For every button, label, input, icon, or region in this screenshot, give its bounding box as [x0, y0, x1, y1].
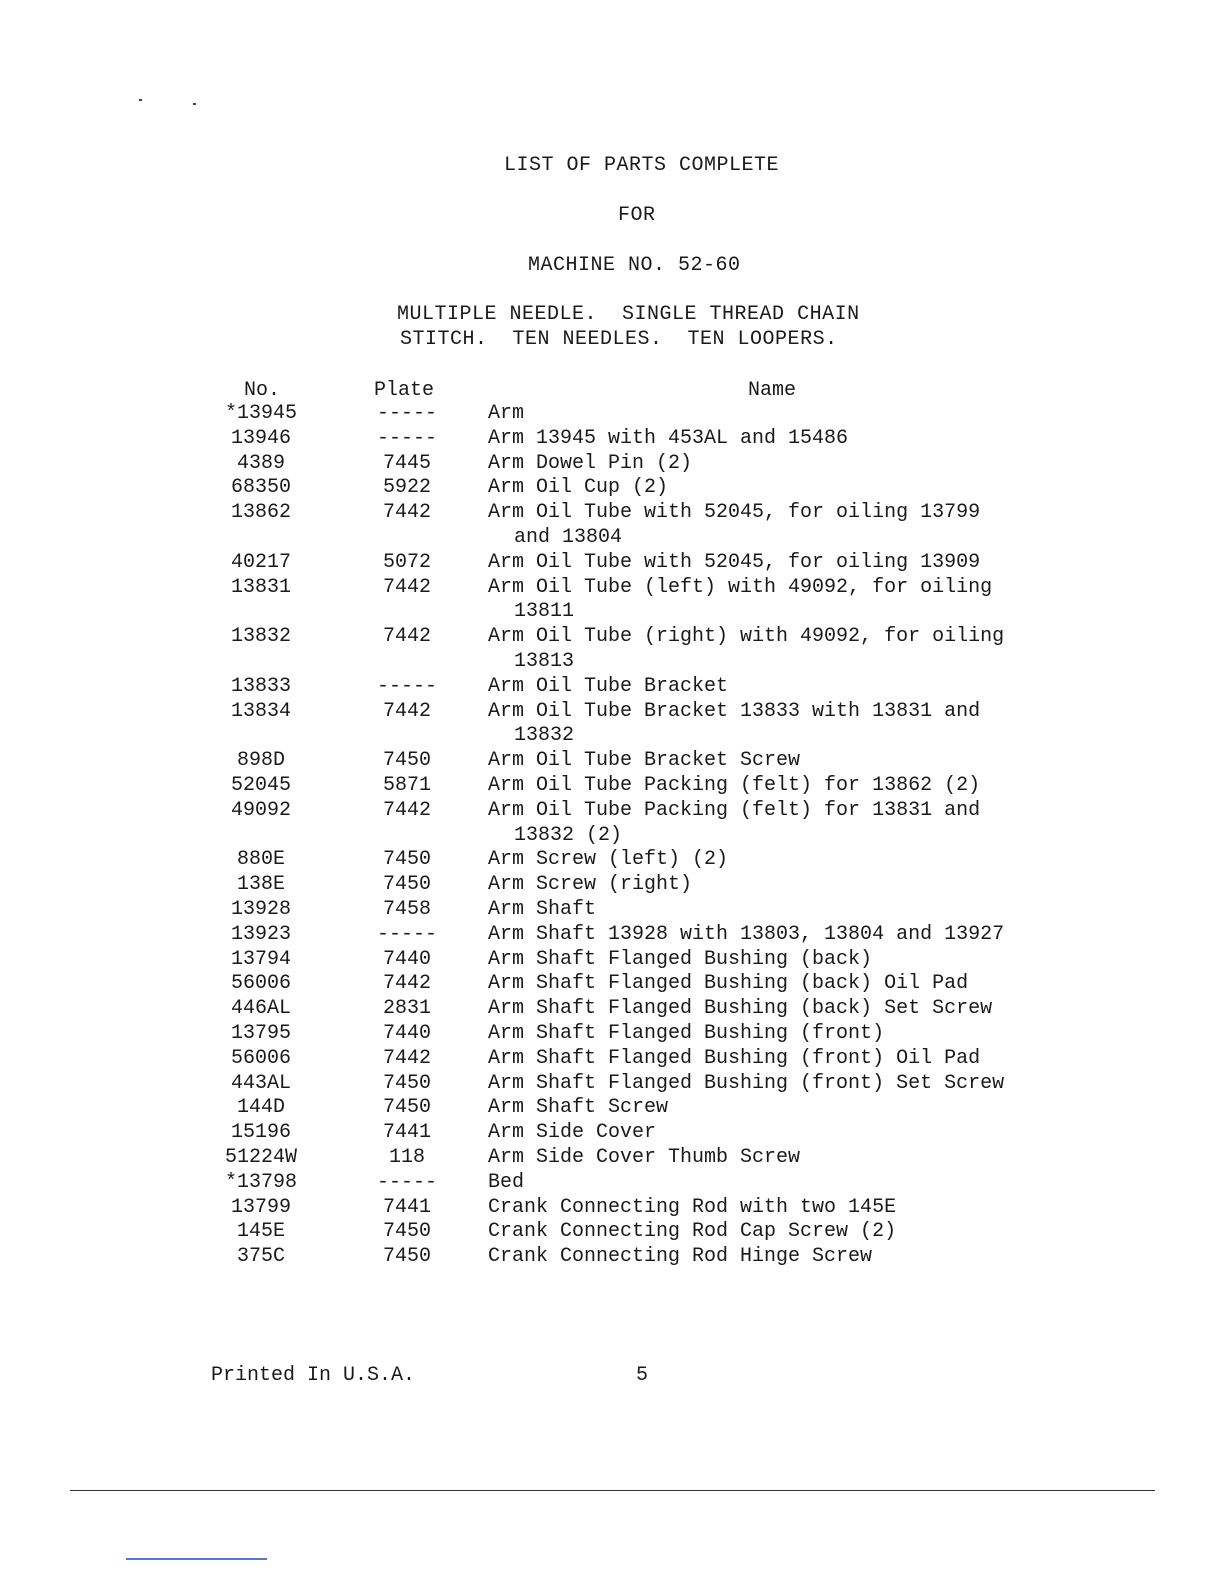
- part-number: 13834: [230, 699, 291, 723]
- table-row: [0, 898, 1224, 923]
- part-name: Bed: [488, 1170, 525, 1194]
- table-row: [0, 700, 1224, 750]
- part-number: 49092: [230, 798, 291, 822]
- part-number: 880E: [236, 848, 285, 872]
- plate-number: 7442: [382, 501, 431, 525]
- part-name: Arm Shaft 13928 with 13803, 13804 and 13927: [488, 922, 1005, 946]
- part-name-continuation: and 13804: [514, 525, 623, 549]
- part-name-continuation: 13832 (2): [514, 823, 623, 847]
- plate-number: 5871: [382, 773, 431, 797]
- part-name-cell: [488, 1196, 1068, 1221]
- part-name: Arm Oil Tube (right) with 49092, for oiling: [488, 625, 1005, 649]
- machine-description-line1: MULTIPLE NEEDLE. SINGLE THREAD CHAIN: [397, 303, 860, 326]
- scan-speck: [193, 103, 196, 105]
- bottom-rule: [70, 1490, 1155, 1491]
- plate-number: 2831: [382, 997, 431, 1021]
- part-name-continuation: 13832: [514, 724, 575, 748]
- table-row: [0, 576, 1224, 626]
- part-name: Arm Oil Tube Bracket 13833 with 13831 and: [488, 699, 981, 723]
- part-name-cell: [488, 452, 1068, 477]
- part-name-continuation: 13811: [514, 600, 575, 624]
- blue-rule: [126, 1558, 267, 1560]
- parts-table: [0, 402, 1224, 1270]
- part-name-cell: [488, 923, 1068, 948]
- plate-number: 7442: [382, 798, 431, 822]
- part-number: 145E: [236, 1220, 285, 1244]
- part-name-cell: [488, 402, 1068, 427]
- plate-number: 7450: [382, 1245, 431, 1269]
- part-name-cell: [488, 476, 1068, 501]
- table-row: [0, 452, 1224, 477]
- plate-number: 7442: [382, 972, 431, 996]
- part-name-cell: [488, 1072, 1068, 1097]
- part-name-cell: [488, 774, 1068, 799]
- part-name: Arm Oil Cup (2): [488, 476, 669, 500]
- part-name: Arm Oil Tube Bracket: [488, 674, 729, 698]
- part-number: 13833: [230, 674, 291, 698]
- table-row: [0, 923, 1224, 948]
- plate-number: -----: [376, 426, 437, 450]
- table-row: [0, 675, 1224, 700]
- machine-number: MACHINE NO. 52-60: [528, 254, 741, 277]
- plate-number: 7440: [382, 1021, 431, 1045]
- table-row: [0, 1146, 1224, 1171]
- part-name-cell: [488, 997, 1068, 1022]
- plate-number: 7442: [382, 699, 431, 723]
- part-name: Arm Oil Tube Bracket Screw: [488, 749, 801, 773]
- part-name-cell: [488, 749, 1068, 774]
- part-number: 13795: [230, 1021, 291, 1045]
- part-number: 68350: [230, 476, 291, 500]
- part-name-continuation: 13813: [514, 649, 575, 673]
- part-number: 13923: [230, 922, 291, 946]
- part-name: Arm Dowel Pin (2): [488, 451, 693, 475]
- part-name: Crank Connecting Rod Cap Screw (2): [488, 1220, 897, 1244]
- part-name: Arm Screw (right): [488, 873, 693, 897]
- plate-number: 118: [388, 1145, 425, 1169]
- part-name: Arm Shaft Flanged Bushing (back): [488, 947, 873, 971]
- part-number: *13798: [224, 1170, 297, 1194]
- part-number: 13799: [230, 1195, 291, 1219]
- column-header-no: No.: [244, 379, 281, 402]
- table-row: [0, 873, 1224, 898]
- part-number: 15196: [230, 1121, 291, 1145]
- part-name-cell: [488, 1146, 1068, 1171]
- part-name-cell: [488, 700, 1068, 750]
- part-name: Arm 13945 with 453AL and 15486: [488, 426, 849, 450]
- plate-number: -----: [376, 674, 437, 698]
- title-for: FOR: [618, 204, 656, 227]
- table-row: [0, 1121, 1224, 1146]
- part-number: 13928: [230, 897, 291, 921]
- part-name-cell: [488, 972, 1068, 997]
- plate-number: -----: [376, 922, 437, 946]
- part-name: Arm Shaft Flanged Bushing (front): [488, 1021, 885, 1045]
- table-row: [0, 402, 1224, 427]
- plate-number: -----: [376, 1170, 437, 1194]
- table-row: [0, 848, 1224, 873]
- table-row: [0, 1072, 1224, 1097]
- part-name-cell: [488, 898, 1068, 923]
- part-name-cell: [488, 1220, 1068, 1245]
- table-row: [0, 948, 1224, 973]
- part-name: Arm Oil Tube Packing (felt) for 13862 (2): [488, 773, 981, 797]
- part-number: 898D: [236, 749, 285, 773]
- part-number: 51224W: [224, 1145, 297, 1169]
- part-name: Arm Oil Tube with 52045, for oiling 13799: [488, 501, 981, 525]
- part-name: Crank Connecting Rod Hinge Screw: [488, 1245, 873, 1269]
- part-number: 13946: [230, 426, 291, 450]
- part-name: Arm Shaft Flanged Bushing (back) Oil Pad: [488, 972, 969, 996]
- part-name-cell: [488, 1022, 1068, 1047]
- table-row: [0, 427, 1224, 452]
- page-title: LIST OF PARTS COMPLETE: [504, 154, 780, 177]
- table-row: [0, 972, 1224, 997]
- plate-number: 7450: [382, 1220, 431, 1244]
- plate-number: 7450: [382, 1071, 431, 1095]
- part-name-cell: [488, 1121, 1068, 1146]
- part-number: 56006: [230, 972, 291, 996]
- plate-number: 7441: [382, 1195, 431, 1219]
- part-name-cell: [488, 948, 1068, 973]
- part-number: 40217: [230, 550, 291, 574]
- part-name: Arm Oil Tube with 52045, for oiling 13909: [488, 550, 981, 574]
- part-number: 443AL: [230, 1071, 291, 1095]
- table-row: [0, 1196, 1224, 1221]
- part-name-cell: [488, 1047, 1068, 1072]
- plate-number: 7450: [382, 873, 431, 897]
- table-row: [0, 1220, 1224, 1245]
- plate-number: 7442: [382, 1046, 431, 1070]
- column-header-name: Name: [748, 379, 797, 402]
- plate-number: 7442: [382, 625, 431, 649]
- part-name-cell: [488, 873, 1068, 898]
- part-name-cell: [488, 427, 1068, 452]
- part-name-cell: [488, 576, 1068, 626]
- part-name: Arm Shaft Flanged Bushing (front) Set Screw: [488, 1071, 1005, 1095]
- table-row: [0, 774, 1224, 799]
- part-name: Arm Shaft: [488, 897, 597, 921]
- part-name: Crank Connecting Rod with two 145E: [488, 1195, 897, 1219]
- part-name-cell: [488, 848, 1068, 873]
- part-name-cell: [488, 501, 1068, 551]
- part-name: Arm Shaft Flanged Bushing (front) Oil Pad: [488, 1046, 981, 1070]
- table-row: [0, 799, 1224, 849]
- page-number: 5: [636, 1364, 649, 1387]
- plate-number: 7450: [382, 749, 431, 773]
- plate-number: 7450: [382, 848, 431, 872]
- part-name-cell: [488, 799, 1068, 849]
- column-header-plate: Plate: [374, 379, 435, 402]
- part-name: Arm Shaft Screw: [488, 1096, 669, 1120]
- part-number: 13832: [230, 625, 291, 649]
- plate-number: 5072: [382, 550, 431, 574]
- part-name: Arm Oil Tube (left) with 49092, for oiling: [488, 575, 993, 599]
- part-name-cell: [488, 1096, 1068, 1121]
- part-number: 52045: [230, 773, 291, 797]
- table-row: [0, 997, 1224, 1022]
- plate-number: 7441: [382, 1121, 431, 1145]
- part-number: 13862: [230, 501, 291, 525]
- part-number: 56006: [230, 1046, 291, 1070]
- part-name: Arm Screw (left) (2): [488, 848, 729, 872]
- table-row: [0, 551, 1224, 576]
- part-name-cell: [488, 675, 1068, 700]
- scan-speck: [139, 99, 142, 101]
- machine-description-line2: STITCH. TEN NEEDLES. TEN LOOPERS.: [400, 328, 838, 351]
- table-row: [0, 1096, 1224, 1121]
- part-name: Arm Oil Tube Packing (felt) for 13831 and: [488, 798, 981, 822]
- part-name: Arm Shaft Flanged Bushing (back) Set Screw: [488, 997, 993, 1021]
- part-name: Arm Side Cover Thumb Screw: [488, 1145, 801, 1169]
- part-number: 13831: [230, 575, 291, 599]
- part-number: *13945: [224, 402, 297, 425]
- part-number: 375C: [236, 1245, 285, 1269]
- part-name-cell: [488, 625, 1068, 675]
- table-row: [0, 1171, 1224, 1196]
- plate-number: 7445: [382, 451, 431, 475]
- table-row: [0, 501, 1224, 551]
- table-row: [0, 1047, 1224, 1072]
- part-number: 138E: [236, 873, 285, 897]
- part-name-cell: [488, 1171, 1068, 1196]
- plate-number: 7458: [382, 897, 431, 921]
- table-row: [0, 625, 1224, 675]
- part-number: 4389: [236, 451, 285, 475]
- plate-number: 7440: [382, 947, 431, 971]
- printed-in-usa: Printed In U.S.A.: [211, 1364, 416, 1387]
- part-number: 446AL: [230, 997, 291, 1021]
- part-name-cell: [488, 1245, 1068, 1270]
- table-row: [0, 1022, 1224, 1047]
- part-name: Arm: [488, 402, 525, 425]
- part-number: 144D: [236, 1096, 285, 1120]
- plate-number: 7450: [382, 1096, 431, 1120]
- plate-number: 7442: [382, 575, 431, 599]
- table-row: [0, 476, 1224, 501]
- plate-number: -----: [376, 402, 437, 425]
- table-row: [0, 749, 1224, 774]
- part-name: Arm Side Cover: [488, 1121, 657, 1145]
- table-row: [0, 1245, 1224, 1270]
- plate-number: 5922: [382, 476, 431, 500]
- part-name-cell: [488, 551, 1068, 576]
- part-number: 13794: [230, 947, 291, 971]
